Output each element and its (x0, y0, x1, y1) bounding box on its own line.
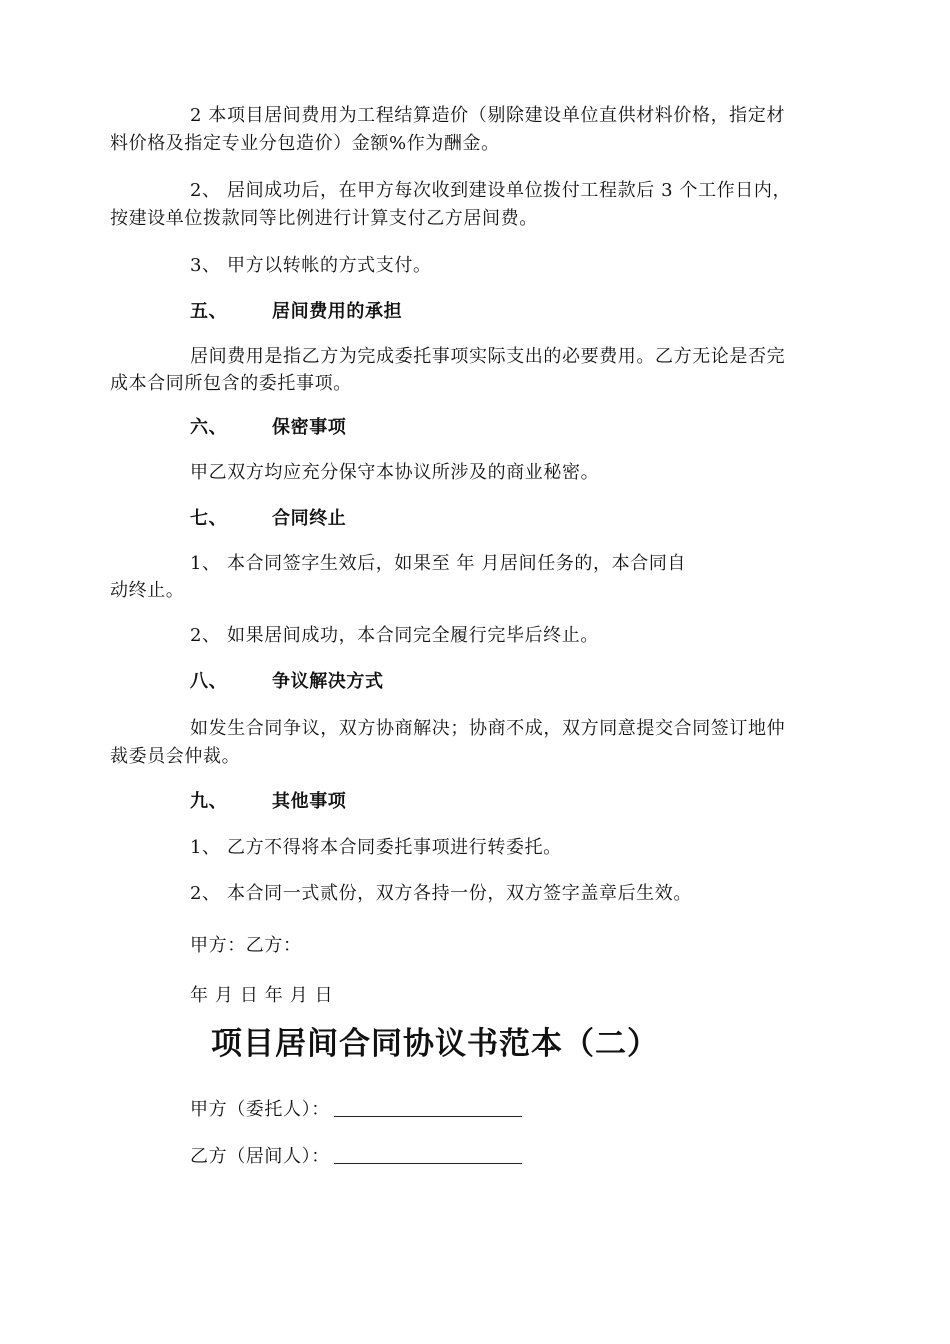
fee-clause-1-line-2: 料价格及指定专业分包造价）金额%作为酬金。 (110, 133, 500, 154)
party-b-blank-field[interactable] (334, 1147, 522, 1164)
signature-parties: 甲方：乙方： (190, 935, 302, 956)
section-9-item-1: 1、 乙方不得将本合同委托事项进行转委托。 (190, 837, 562, 858)
section-9-item-2: 2、 本合同一式贰份，双方各持一份，双方签字盖章后生效。 (190, 883, 692, 904)
party-a-blank-field[interactable] (334, 1100, 522, 1117)
section-9-heading (190, 792, 845, 812)
party-a-line (190, 1100, 845, 1120)
section-8-text-line-2: 裁委员会仲裁。 (110, 746, 241, 767)
section-8-title: 争议解决方式 (272, 671, 384, 692)
section-6-text: 甲乙双方均应充分保守本协议所涉及的商业秘密。 (190, 462, 600, 483)
fee-clause-2-line-1: 2、 居间成功后，在甲方每次收到建设单位拨付工程款后 3 个工作日内， (190, 180, 792, 201)
section-8-heading (190, 672, 845, 692)
section-5-number: 五、 (190, 301, 228, 322)
section-5-text-line-2: 成本合同所包含的委托事项。 (110, 373, 352, 394)
party-a-label: 甲方（委托人）： (190, 1099, 330, 1120)
section-7-number: 七、 (190, 508, 228, 529)
fee-clause-3: 3、 甲方以转帐的方式支付。 (190, 255, 432, 276)
section-5-title: 居间费用的承担 (272, 301, 403, 322)
section-8-number: 八、 (190, 671, 228, 692)
section-7-item-1-line-2: 动终止。 (110, 580, 185, 601)
fee-clause-2-line-2: 按建设单位拨款同等比例进行计算支付乙方居间费。 (110, 208, 538, 229)
section-6-number: 六、 (190, 417, 228, 438)
party-b-label: 乙方（居间人）： (190, 1146, 330, 1167)
section-7-item-1-line-1: 1、 本合同签字生效后，如果至 年 月居间任务的，本合同自 (190, 553, 687, 574)
signature-dates: 年 月 日 年 月 日 (190, 985, 334, 1006)
section-9-number: 九、 (190, 791, 228, 812)
section-7-title: 合同终止 (272, 508, 347, 529)
section-9-title: 其他事项 (272, 791, 347, 812)
second-contract-title: 项目居间合同协议书范本（二） (211, 1026, 659, 1062)
section-7-heading (190, 509, 845, 529)
section-7-item-2: 2、 如果居间成功，本合同完全履行完毕后终止。 (190, 625, 599, 646)
fee-clause-1-line-1: 2 本项目居间费用为工程结算造价（剔除建设单位直供材料价格，指定材 (190, 105, 785, 126)
section-6-heading (190, 418, 845, 438)
party-b-line (190, 1147, 845, 1167)
section-5-heading (190, 302, 845, 322)
section-8-text-line-1: 如发生合同争议，双方协商解决；协商不成，双方同意提交合同签订地仲 (190, 718, 786, 739)
section-6-title: 保密事项 (272, 417, 347, 438)
section-5-text-line-1: 居间费用是指乙方为完成委托事项实际支出的必要费用。乙方无论是否完 (190, 346, 786, 367)
